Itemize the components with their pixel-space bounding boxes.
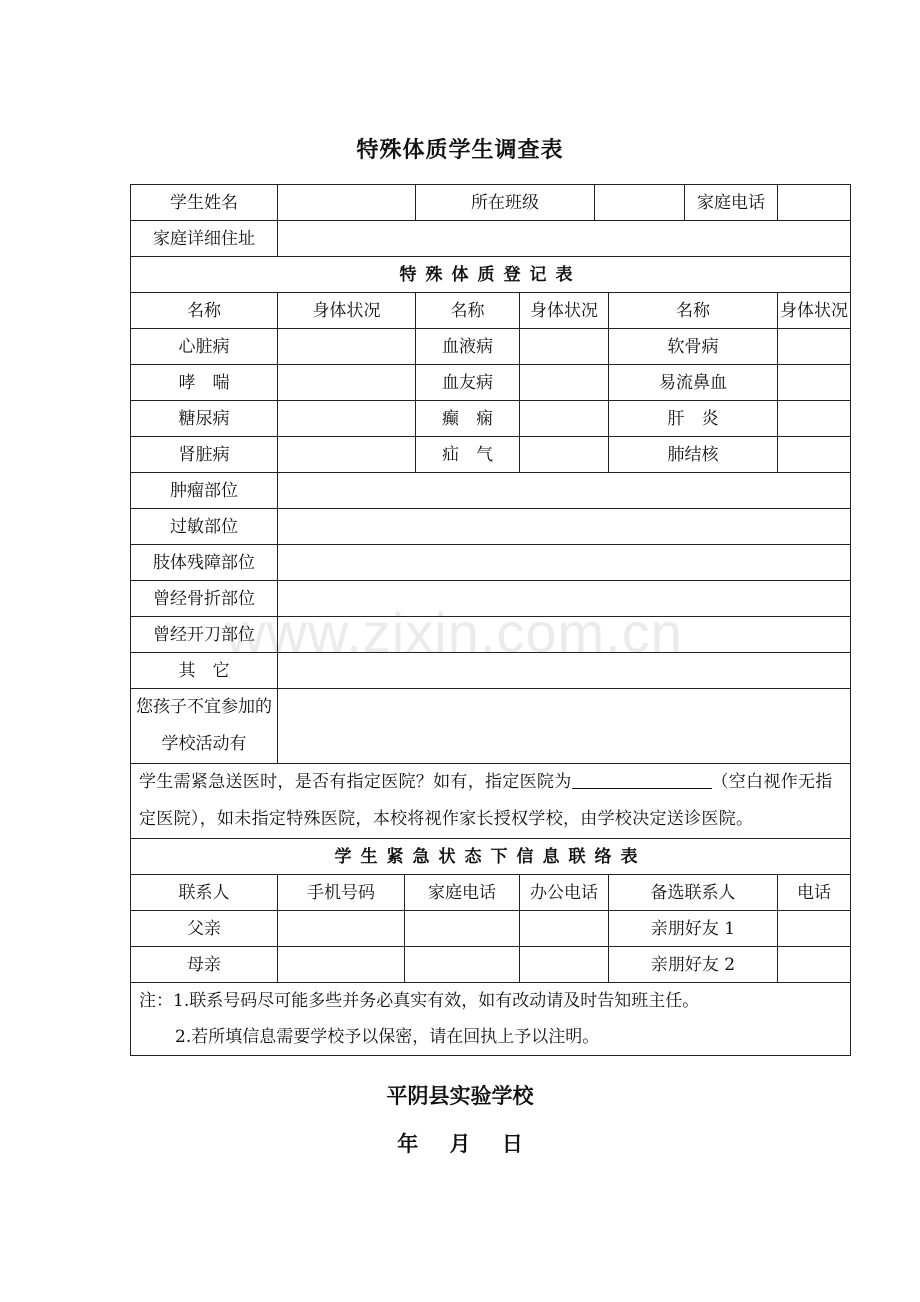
form-title: 特殊体质学生调查表 <box>356 137 564 163</box>
register-row <box>131 437 851 473</box>
emergency-heading-row <box>131 839 851 875</box>
condition-name: 血液病 <box>416 329 520 365</box>
tumor-field[interactable] <box>278 473 851 509</box>
alt-contact-header: 备选联系人 <box>609 875 778 911</box>
student-name-field[interactable] <box>278 185 416 221</box>
condition-name: 疝 气 <box>416 437 520 473</box>
contact-name: 父亲 <box>131 911 278 947</box>
survey-form-table <box>130 184 851 1056</box>
home-phone-header: 家庭电话 <box>405 875 520 911</box>
basic-info-row-2 <box>131 221 851 257</box>
note-line-2: 2.若所填信息需要学校予以保密，请在回执上予以注明。 <box>175 1027 600 1047</box>
col-status-1: 身体状况 <box>278 293 416 329</box>
year-label: 年 <box>397 1131 419 1156</box>
fracture-field[interactable] <box>278 581 851 617</box>
register-header-row <box>131 293 851 329</box>
disability-row <box>131 545 851 581</box>
alt-contact-name: 亲朋好友 2 <box>609 947 778 983</box>
tumor-row <box>131 473 851 509</box>
notes-row <box>131 983 851 1056</box>
emergency-section-heading: 学生紧急状态下信息联络表 <box>131 839 851 875</box>
address-field[interactable] <box>278 221 851 257</box>
class-label: 所在班级 <box>416 185 595 221</box>
other-field[interactable] <box>278 653 851 689</box>
condition-name: 易流鼻血 <box>609 365 778 401</box>
surgery-row <box>131 617 851 653</box>
emergency-row <box>131 947 851 983</box>
condition-name: 肾脏病 <box>131 437 278 473</box>
condition-name: 心脏病 <box>131 329 278 365</box>
class-field[interactable] <box>595 185 685 221</box>
mobile-field[interactable] <box>278 911 405 947</box>
day-label: 日 <box>501 1131 523 1156</box>
col-name-3: 名称 <box>609 293 778 329</box>
allergy-row <box>131 509 851 545</box>
mobile-header: 手机号码 <box>278 875 405 911</box>
condition-status-field[interactable] <box>520 401 609 437</box>
contact-name: 母亲 <box>131 947 278 983</box>
register-row <box>131 329 851 365</box>
home-phone-field[interactable] <box>405 947 520 983</box>
unsuitable-activities-field[interactable] <box>278 689 851 764</box>
condition-name: 血友病 <box>416 365 520 401</box>
hospital-text-after: （空白视作无指定医院），如未指定特殊医院，本校将视作家长授权学校，由学校决定送诊医院。 <box>139 772 833 829</box>
school-name: 平阴县实验学校 <box>386 1083 534 1108</box>
alt-contact-name: 亲朋好友 1 <box>609 911 778 947</box>
phone-header: 电话 <box>778 875 851 911</box>
designated-hospital-blank[interactable] <box>572 770 712 789</box>
office-phone-header: 办公电话 <box>520 875 609 911</box>
mobile-field[interactable] <box>278 947 405 983</box>
condition-status-field[interactable] <box>778 437 851 473</box>
basic-info-row-1 <box>131 185 851 221</box>
condition-status-field[interactable] <box>520 437 609 473</box>
condition-status-field[interactable] <box>778 329 851 365</box>
register-section-heading: 特殊体质登记表 <box>131 257 851 293</box>
fracture-row <box>131 581 851 617</box>
hospital-row <box>131 764 851 839</box>
office-phone-field[interactable] <box>520 947 609 983</box>
alt-phone-field[interactable] <box>778 911 851 947</box>
condition-status-field[interactable] <box>278 329 416 365</box>
condition-status-field[interactable] <box>778 401 851 437</box>
other-label: 其 它 <box>131 653 278 689</box>
student-name-label: 学生姓名 <box>131 185 278 221</box>
condition-name: 肺结核 <box>609 437 778 473</box>
unsuitable-activities-row <box>131 689 851 764</box>
condition-status-field[interactable] <box>520 329 609 365</box>
condition-name: 糖尿病 <box>131 401 278 437</box>
month-label: 月 <box>449 1131 471 1156</box>
surgery-field[interactable] <box>278 617 851 653</box>
address-label: 家庭详细住址 <box>131 221 278 257</box>
allergy-field[interactable] <box>278 509 851 545</box>
condition-name: 癫 痫 <box>416 401 520 437</box>
other-row <box>131 653 851 689</box>
unsuitable-activities-label: 您孩子不宜参加的学校活动有 <box>131 689 278 764</box>
fracture-label: 曾经骨折部位 <box>131 581 278 617</box>
condition-status-field[interactable] <box>778 365 851 401</box>
condition-status-field[interactable] <box>520 365 609 401</box>
watermark: www.zixin.com.cn <box>225 601 683 664</box>
hospital-paragraph <box>131 764 851 839</box>
alt-phone-field[interactable] <box>778 947 851 983</box>
condition-name: 肝 炎 <box>609 401 778 437</box>
date-line <box>0 1128 920 1158</box>
office-phone-field[interactable] <box>520 911 609 947</box>
notes-cell <box>131 983 851 1056</box>
register-heading-row <box>131 257 851 293</box>
register-row <box>131 365 851 401</box>
col-name-2: 名称 <box>416 293 520 329</box>
col-status-3: 身体状况 <box>778 293 851 329</box>
allergy-label: 过敏部位 <box>131 509 278 545</box>
register-row <box>131 401 851 437</box>
hospital-text-before: 学生需紧急送医时，是否有指定医院？如有，指定医院为 <box>139 772 572 792</box>
col-name-1: 名称 <box>131 293 278 329</box>
disability-field[interactable] <box>278 545 851 581</box>
condition-status-field[interactable] <box>278 437 416 473</box>
home-phone-field[interactable] <box>405 911 520 947</box>
contact-header: 联系人 <box>131 875 278 911</box>
emergency-row <box>131 911 851 947</box>
col-status-2: 身体状况 <box>520 293 609 329</box>
home-phone-label: 家庭电话 <box>685 185 778 221</box>
tumor-label: 肿瘤部位 <box>131 473 278 509</box>
condition-name: 哮 喘 <box>131 365 278 401</box>
disability-label: 肢体残障部位 <box>131 545 278 581</box>
condition-name: 软骨病 <box>609 329 778 365</box>
condition-status-field[interactable] <box>278 401 416 437</box>
surgery-label: 曾经开刀部位 <box>131 617 278 653</box>
home-phone-field[interactable] <box>778 185 851 221</box>
note-line-1: 注：1.联系号码尽可能多些并务必真实有效，如有改动请及时告知班主任。 <box>139 991 700 1011</box>
emergency-header-row <box>131 875 851 911</box>
condition-status-field[interactable] <box>278 365 416 401</box>
